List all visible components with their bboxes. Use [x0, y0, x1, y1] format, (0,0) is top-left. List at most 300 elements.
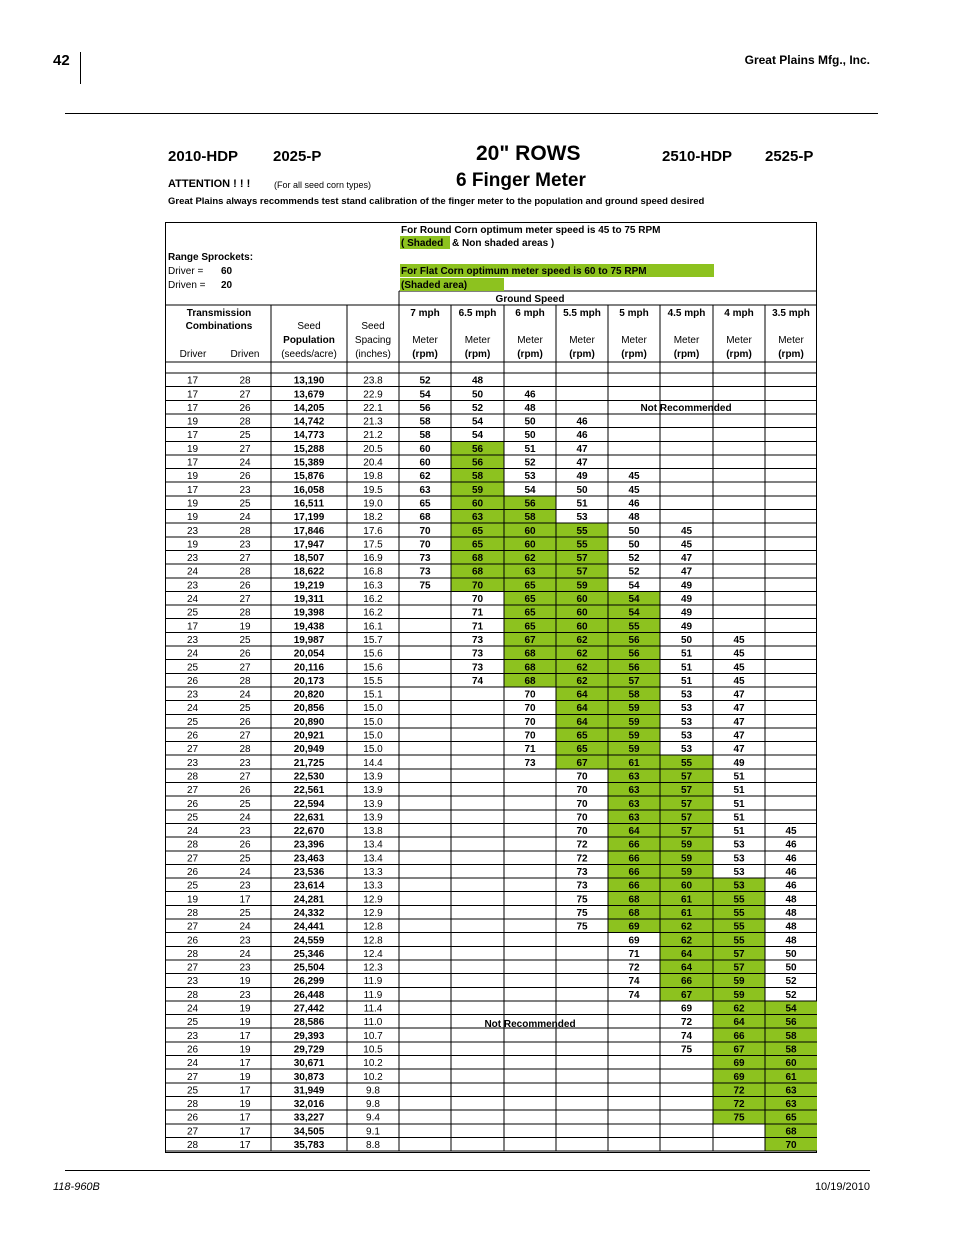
meter-header: Meter [412, 335, 438, 346]
meter-rpm-value: 65 [471, 525, 484, 537]
rpm-header: (rpm) [726, 349, 752, 360]
meter-rpm-value: 58 [419, 416, 431, 428]
driven-value: 28 [239, 525, 251, 537]
driver-value: 27 [186, 1071, 199, 1083]
driven-value: 26 [239, 471, 251, 483]
meter-rpm-value: 62 [419, 471, 431, 483]
meter-rpm-value: 57 [733, 948, 745, 960]
meter-rpm-value: 75 [576, 894, 588, 906]
driven-value: 19 [239, 1003, 251, 1015]
driver-value: 17 [186, 402, 199, 414]
population-value: 24,559 [293, 935, 325, 947]
spacing-value: 16.8 [363, 566, 383, 578]
meter-rpm-value: 59 [733, 989, 745, 1001]
meter-rpm-value: 70 [471, 594, 484, 605]
population-value: 22,670 [293, 826, 325, 838]
footer-rule [65, 1170, 870, 1171]
meter-rpm-value: 47 [576, 443, 588, 455]
speed-header: 5.5 mph [563, 308, 601, 319]
spacing-value: 9.4 [366, 1112, 380, 1124]
driven-value: 24 [239, 689, 251, 701]
spacing-value: 13.9 [363, 785, 383, 797]
meter-rpm-value: 45 [680, 525, 693, 537]
spacing-value: 21.3 [363, 416, 383, 428]
population-value: 15,288 [293, 443, 325, 455]
meter-rpm-value: 48 [785, 921, 797, 933]
meter-rpm-value: 45 [733, 675, 745, 687]
meter-rpm-value: 46 [524, 389, 536, 401]
spacing-value: 19.0 [363, 498, 383, 510]
driven-value: 28 [239, 416, 251, 428]
population-value: 13,190 [293, 375, 325, 387]
population-value: 20,856 [293, 703, 325, 715]
meter-rpm-value: 60 [524, 539, 536, 551]
meter-rpm-value: 52 [785, 989, 797, 1001]
driven-value: 23 [239, 989, 251, 1001]
meter-rpm-value: 69 [733, 1058, 745, 1070]
driven-value: 17 [239, 1140, 251, 1151]
meter-rpm-value: 65 [785, 1112, 797, 1124]
driven-value: 23 [239, 880, 251, 892]
meter-rpm-value: 59 [471, 484, 484, 496]
meter-header: Meter [569, 335, 595, 346]
spacing-value: 12.3 [363, 962, 383, 974]
driven-value: 19 [239, 1071, 251, 1083]
driven-value: 25 [239, 907, 251, 919]
driven-value: 27 [239, 771, 251, 783]
meter-rpm-value: 75 [733, 1112, 745, 1124]
driven-value: 27 [239, 389, 251, 401]
meter-rpm-value: 55 [733, 907, 745, 919]
driver-value: 24 [186, 703, 199, 715]
meter-rpm-value: 64 [680, 948, 693, 960]
meter-rpm-value: 56 [524, 498, 536, 510]
meter-rpm-value: 46 [785, 880, 797, 892]
meter-rpm-value: 70 [524, 716, 536, 728]
meter-rpm-value: 58 [785, 1044, 797, 1056]
not-recommended-bottom: Not Recommended [484, 1019, 576, 1030]
driver-value: 27 [186, 921, 199, 933]
driver-value: 19 [186, 539, 199, 551]
meter-rpm-value: 55 [576, 525, 588, 537]
driver-value: 26 [186, 1112, 199, 1124]
driven-value: 27 [239, 730, 251, 742]
meter-rpm-value: 45 [628, 471, 640, 483]
population-value: 19,311 [293, 594, 325, 605]
meter-rpm-value: 53 [680, 744, 693, 756]
meter-rpm-value: 53 [680, 689, 693, 701]
driven-value: 26 [239, 648, 251, 660]
meter-rpm-value: 50 [524, 416, 536, 428]
meter-rpm-value: 48 [785, 907, 797, 919]
meter-speed-chart [165, 222, 817, 1153]
population-value: 17,947 [293, 539, 325, 551]
meter-rpm-value: 52 [524, 457, 536, 469]
driver-value: 19 [186, 512, 199, 524]
driver-value: 23 [186, 1030, 199, 1042]
population-value: 30,873 [293, 1071, 325, 1083]
meter-rpm-value: 63 [471, 512, 484, 524]
meter-rpm-value: 59 [680, 867, 693, 878]
meter-rpm-value: 62 [733, 1003, 745, 1015]
meter-rpm-value: 52 [785, 976, 797, 988]
meter-rpm-value: 53 [576, 512, 588, 524]
population-value: 23,536 [293, 867, 325, 878]
meter-rpm-value: 72 [576, 839, 588, 851]
spacing-value: 15.1 [363, 689, 383, 701]
meter-rpm-value: 73 [576, 880, 588, 892]
meter-rpm-value: 67 [680, 989, 693, 1001]
spacing-value: 12.4 [363, 948, 383, 960]
driver-value: 23 [186, 525, 199, 537]
population-value: 19,219 [293, 580, 325, 592]
spacing-value: 15.7 [363, 634, 383, 646]
population-value: 24,441 [293, 921, 325, 933]
driver-value: 17 [186, 375, 199, 387]
meter-rpm-value: 51 [733, 826, 745, 838]
rpm-header: (rpm) [673, 349, 700, 360]
meter-header: Meter [621, 335, 647, 346]
rpm-header: (rpm) [569, 349, 595, 360]
meter-rpm-value: 66 [628, 839, 640, 851]
spacing-value: 16.2 [363, 594, 383, 605]
driver-value: 25 [186, 716, 199, 728]
meter-rpm-value: 63 [628, 798, 640, 810]
population-value: 23,463 [293, 853, 325, 865]
spacing-value: 15.6 [363, 662, 383, 674]
meter-rpm-value: 54 [785, 1003, 797, 1015]
meter-rpm-value: 47 [733, 744, 745, 756]
meter-rpm-value: 73 [419, 566, 431, 578]
meter-rpm-value: 56 [628, 634, 640, 646]
meter-rpm-value: 72 [680, 1017, 693, 1029]
meter-rpm-value: 47 [733, 716, 745, 728]
driver-value: 24 [186, 594, 199, 605]
meter-rpm-value: 56 [628, 648, 640, 660]
meter-rpm-value: 75 [419, 580, 431, 592]
meter-rpm-value: 65 [524, 607, 536, 619]
meter-rpm-value: 64 [576, 703, 588, 715]
meter-rpm-value: 55 [680, 757, 693, 769]
population-value: 29,729 [293, 1044, 325, 1056]
meter-rpm-value: 59 [628, 703, 640, 715]
chart-sheet [166, 223, 818, 1154]
transmission-label: Transmission [186, 308, 252, 319]
population-value: 24,332 [293, 907, 325, 919]
meter-rpm-value: 70 [576, 798, 588, 810]
meter-rpm-value: 62 [576, 648, 588, 660]
population-value: 31,949 [293, 1085, 325, 1097]
population-value: 28,586 [293, 1017, 325, 1029]
driver-value: 28 [186, 1099, 199, 1111]
meter-rpm-value: 59 [628, 716, 640, 728]
meter-rpm-value: 51 [524, 443, 536, 455]
driver-value: 19 [186, 894, 199, 906]
meter-rpm-value: 55 [733, 935, 745, 947]
population-value: 32,016 [293, 1099, 325, 1111]
population-value: 27,442 [293, 1003, 325, 1015]
meter-rpm-value: 59 [680, 839, 693, 851]
driver-value: 25 [186, 1017, 199, 1029]
meter-rpm-value: 66 [733, 1030, 745, 1042]
meter-rpm-value: 72 [733, 1085, 745, 1097]
meter-rpm-value: 63 [524, 566, 536, 578]
shaded-legend: ( Shaded [401, 238, 444, 249]
meter-rpm-value: 49 [680, 607, 693, 619]
driver-value: 19 [186, 443, 199, 455]
driver-value: 23 [186, 976, 199, 988]
meter-rpm-value: 68 [628, 894, 640, 906]
meter-rpm-value: 46 [576, 430, 588, 442]
population-value: 18,622 [293, 566, 325, 578]
meter-rpm-value: 57 [576, 566, 588, 578]
spacing-value: 14.4 [363, 757, 383, 769]
driver-value: 27 [186, 853, 199, 865]
meter-rpm-value: 60 [576, 607, 588, 619]
meter-rpm-value: 68 [524, 675, 536, 687]
driven-value: 27 [239, 443, 251, 455]
spacing-value: 11.0 [363, 1017, 383, 1029]
meter-rpm-value: 49 [576, 471, 588, 483]
header-rule [65, 113, 878, 114]
seed-spacing-header-1: Seed [361, 321, 385, 332]
meter-rpm-value: 62 [680, 921, 693, 933]
meter-rpm-value: 55 [628, 621, 640, 633]
meter-rpm-value: 69 [628, 921, 640, 933]
meter-rpm-value: 75 [680, 1044, 693, 1056]
meter-rpm-value: 48 [524, 402, 536, 414]
meter-rpm-value: 58 [524, 512, 536, 524]
meter-rpm-value: 73 [471, 662, 484, 674]
meter-rpm-value: 61 [785, 1071, 797, 1083]
driver-value: 17 [186, 621, 199, 633]
population-value: 19,987 [293, 634, 325, 646]
spacing-value: 10.5 [363, 1044, 383, 1056]
meter-rpm-value: 70 [576, 826, 588, 838]
population-value: 22,530 [293, 771, 325, 783]
spacing-value: 9.8 [366, 1099, 380, 1111]
driven-value: 27 [239, 594, 251, 605]
document-number: 118-960B [53, 1181, 100, 1193]
spacing-value: 15.0 [363, 716, 383, 728]
driver-value: 27 [186, 1126, 199, 1138]
attention-note: (For all seed corn types) [274, 180, 372, 190]
seed-population-header-2: Population [283, 335, 335, 346]
meter-rpm-value: 54 [628, 607, 640, 619]
population-value: 23,614 [293, 880, 325, 892]
meter-rpm-value: 53 [733, 867, 745, 878]
meter-header: Meter [726, 335, 752, 346]
driver-value: 24 [186, 648, 199, 660]
driven-value: 28 [239, 566, 251, 578]
speed-header: 7 mph [410, 308, 440, 319]
spacing-value: 17.6 [363, 525, 383, 537]
meter-rpm-value: 57 [680, 798, 693, 810]
page-number: 42 [53, 52, 70, 69]
meter-rpm-value: 58 [785, 1030, 797, 1042]
meter-rpm-value: 62 [524, 553, 536, 565]
meter-rpm-value: 46 [785, 839, 797, 851]
spacing-value: 15.0 [363, 703, 383, 715]
driver-value: 27 [186, 785, 199, 797]
driver-value: 23 [186, 553, 199, 565]
meter-header: Meter [517, 335, 543, 346]
meter-rpm-value: 54 [628, 594, 640, 605]
meter-rpm-value: 63 [785, 1085, 797, 1097]
calibration-recommendation: Great Plains always recommends test stand calibration of the finger meter to the population and ground speed desired [168, 196, 705, 207]
driver-value: 26 [186, 1044, 199, 1056]
driver-value: 28 [186, 907, 199, 919]
population-value: 17,846 [293, 525, 325, 537]
meter-rpm-value: 64 [680, 962, 693, 974]
meter-rpm-value: 68 [628, 907, 640, 919]
meter-rpm-value: 64 [576, 716, 588, 728]
meter-rpm-value: 73 [524, 757, 536, 769]
population-value: 20,054 [293, 648, 325, 660]
driven-value: 24 [239, 921, 251, 933]
driven-value: 26 [239, 839, 251, 851]
rows-title: 20" ROWS [476, 142, 581, 165]
meter-rpm-value: 59 [628, 744, 640, 756]
spacing-value: 12.9 [363, 907, 383, 919]
driver-sprocket-label: Driver = [168, 266, 204, 277]
rpm-header: (rpm) [464, 349, 491, 360]
driven-value: 17 [239, 1126, 251, 1138]
meter-rpm-value: 71 [471, 621, 484, 633]
meter-rpm-value: 70 [576, 812, 588, 824]
meter-rpm-value: 67 [524, 634, 536, 646]
meter-rpm-value: 68 [524, 648, 536, 660]
spacing-value: 15.6 [363, 648, 383, 660]
driven-value: 25 [239, 853, 251, 865]
population-value: 19,438 [293, 621, 325, 633]
spacing-value: 13.9 [363, 812, 383, 824]
document-date: 10/19/2010 [814, 1181, 870, 1193]
meter-rpm-value: 62 [576, 662, 588, 674]
driven-value: 26 [239, 785, 251, 797]
spacing-value: 13.4 [363, 839, 383, 851]
model-label-2025-p: 2025-P [273, 148, 322, 165]
population-value: 17,199 [293, 512, 325, 524]
population-value: 21,725 [293, 757, 325, 769]
meter-rpm-value: 62 [680, 935, 693, 947]
spacing-value: 16.9 [363, 553, 383, 565]
driver-value: 24 [186, 1058, 199, 1070]
meter-rpm-value: 70 [785, 1140, 797, 1151]
spacing-value: 19.5 [363, 484, 383, 496]
meter-rpm-value: 54 [419, 389, 431, 401]
driver-value: 17 [186, 457, 199, 469]
meter-rpm-value: 57 [680, 771, 693, 783]
meter-rpm-value: 50 [628, 525, 640, 537]
driven-value: 17 [239, 1085, 251, 1097]
meter-rpm-value: 70 [576, 771, 588, 783]
meter-rpm-value: 66 [628, 853, 640, 865]
population-value: 26,299 [293, 976, 325, 988]
population-value: 34,505 [293, 1126, 325, 1138]
spacing-value: 10.7 [363, 1030, 383, 1042]
meter-rpm-value: 64 [628, 826, 640, 838]
population-value: 33,227 [293, 1112, 325, 1124]
meter-rpm-value: 54 [628, 580, 640, 592]
flat-corn-note: For Flat Corn optimum meter speed is 60 to 75 RPM [401, 266, 647, 277]
driver-sprocket-value: 60 [221, 266, 233, 277]
meter-rpm-value: 47 [680, 553, 693, 565]
speed-header: 6.5 mph [458, 308, 497, 319]
meter-rpm-value: 46 [628, 498, 640, 510]
meter-rpm-value: 68 [419, 512, 431, 524]
driver-value: 23 [186, 689, 199, 701]
meter-rpm-value: 65 [524, 580, 536, 592]
spacing-value: 11.4 [363, 1003, 383, 1015]
meter-rpm-value: 68 [785, 1126, 797, 1138]
meter-rpm-value: 73 [471, 634, 484, 646]
meter-rpm-value: 69 [628, 935, 640, 947]
driven-value: 26 [239, 580, 251, 592]
driven-value: 27 [239, 553, 251, 565]
spacing-value: 20.5 [363, 443, 383, 455]
meter-rpm-value: 51 [733, 798, 745, 810]
driver-value: 24 [186, 566, 199, 578]
meter-rpm-value: 48 [785, 894, 797, 906]
meter-rpm-value: 52 [628, 553, 640, 565]
population-value: 14,205 [293, 402, 325, 414]
speed-column-headers [410, 308, 810, 360]
meter-rpm-value: 45 [680, 539, 693, 551]
meter-rpm-value: 53 [524, 471, 536, 483]
driver-value: 19 [186, 498, 199, 510]
meter-rpm-value: 50 [576, 484, 588, 496]
meter-rpm-value: 59 [680, 853, 693, 865]
population-value: 20,921 [293, 730, 325, 742]
seed-spacing-header-3: (inches) [355, 349, 391, 360]
meter-rpm-value: 47 [680, 566, 693, 578]
meter-rpm-value: 46 [576, 416, 588, 428]
meter-rpm-value: 57 [576, 553, 588, 565]
spacing-value: 19.8 [363, 471, 383, 483]
driven-value: 24 [239, 812, 251, 824]
driven-value: 17 [239, 1030, 251, 1042]
meter-rpm-value: 60 [576, 621, 588, 633]
rpm-header: (rpm) [778, 349, 804, 360]
driver-value: 26 [186, 935, 199, 947]
population-value: 19,398 [293, 607, 325, 619]
spacing-value: 13.9 [363, 798, 383, 810]
meter-rpm-value: 58 [471, 471, 484, 483]
meter-rpm-value: 62 [576, 675, 588, 687]
driven-value: 28 [239, 375, 251, 387]
meter-rpm-value: 63 [628, 785, 640, 797]
meter-rpm-value: 70 [524, 689, 536, 701]
meter-rpm-value: 65 [576, 744, 588, 756]
meter-rpm-value: 75 [576, 921, 588, 933]
spacing-value: 16.3 [363, 580, 383, 592]
spacing-value: 15.0 [363, 730, 383, 742]
meter-rpm-value: 59 [576, 580, 588, 592]
rpm-header: (rpm) [517, 349, 543, 360]
driven-value: 23 [239, 757, 251, 769]
meter-rpm-value: 72 [628, 962, 640, 974]
spacing-value: 11.9 [363, 976, 383, 988]
rpm-header: (rpm) [412, 349, 438, 360]
meter-rpm-value: 68 [524, 662, 536, 674]
driver-value: 26 [186, 675, 199, 687]
meter-rpm-value: 56 [471, 457, 484, 469]
driver-value: 19 [186, 416, 199, 428]
spacing-value: 20.4 [363, 457, 383, 469]
meter-rpm-value: 59 [733, 976, 745, 988]
driven-value: 24 [239, 512, 251, 524]
